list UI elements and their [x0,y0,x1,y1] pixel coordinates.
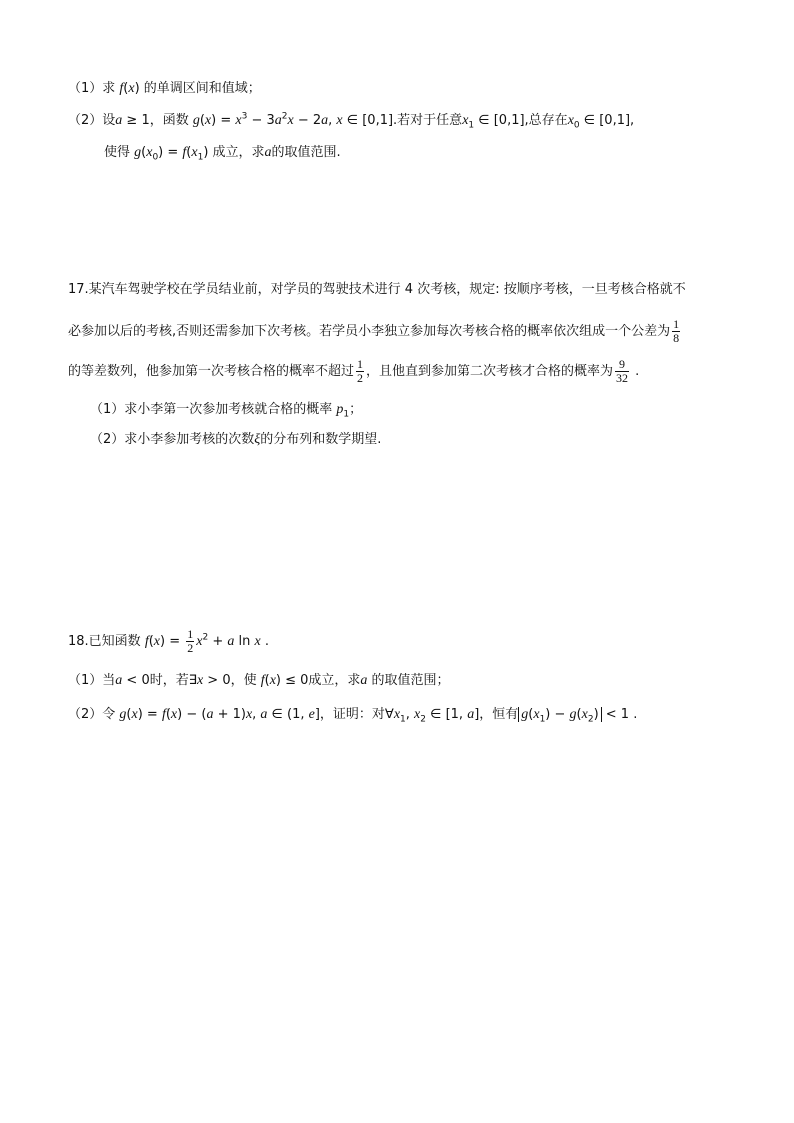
fraction-nine-thirtyseconds: $\frac{9}{32}$ [616,357,629,385]
q17-part2: （2）求小李参加考核的次数ξ的分布列和数学期望. [90,432,382,447]
q16-part2-line2: 使得 $g(x_0) = f(x_1)$ 成立，求a的取值范围. [104,145,341,163]
q17-stem-line1: 17.某汽车驾驶学校在学员结业前，对学员的驾驶技术进行 4 次考核，规定: 按顺序考核，一旦考核合格就不 [68,282,686,297]
fraction-one-eighth: $\frac{1}{8}$ [673,317,680,345]
q16-part1: （1）求 f(x) 的单调区间和值域； [68,81,261,96]
q17-stem-line3-text-a: 的等差数列，他参加第一次考核合格的概率不超过 [68,364,355,379]
q18-stem: 18.已知函数 f(x) = $\frac{1}{2}$ $x^2 + a$ ln x . [68,627,269,655]
q17-stem-line2-text: 必参加以后的考核,否则还需参加下次考核。若学员小李独立参加每次考核合格的概率依次组成一个公差为 [68,324,671,339]
q18-part1: （1）当a < 0时，若∃x > 0，使 f(x) ≤ 0成立，求a 的取值范围； [68,673,450,688]
q18-part2: （2）令 g(x) = f(x) − (a + 1)x, a ∈ (1, e]，证明：对$\forall x_1$, $x_2$ ∈ [1, a]，恒有 $g(x_1) - g(x_2) < 1$ . [68,707,638,725]
fraction-one-half-q18: $\frac{1}{2}$ [187,627,194,655]
q17-stem-line3-text-b: ，且他直到参加第二次考核才合格的概率为 [366,364,614,379]
q16-part2-line1: （2）设a ≥ 1，函数 $g(x) = x^3 - 3a^2x - 2a$, x ∈ [0,1].若对于任意$x_1$ ∈ [0,1],总存在$x_0$ ∈ [0,1], [68,111,635,131]
q17-stem-line3: 的等差数列，他参加第一次考核合格的概率不超过 $\frac{1}{2}$ ，且他直到参加第二次考核才合格的概率为 $\frac{9}{32}$ . [68,357,640,385]
q17-part1: （1）求小李第一次参加考核就合格的概率 $p_1$； [90,402,363,420]
q17-stem-line2 [68,315,682,349]
fraction-one-half: $\frac{1}{2}$ [357,357,364,385]
